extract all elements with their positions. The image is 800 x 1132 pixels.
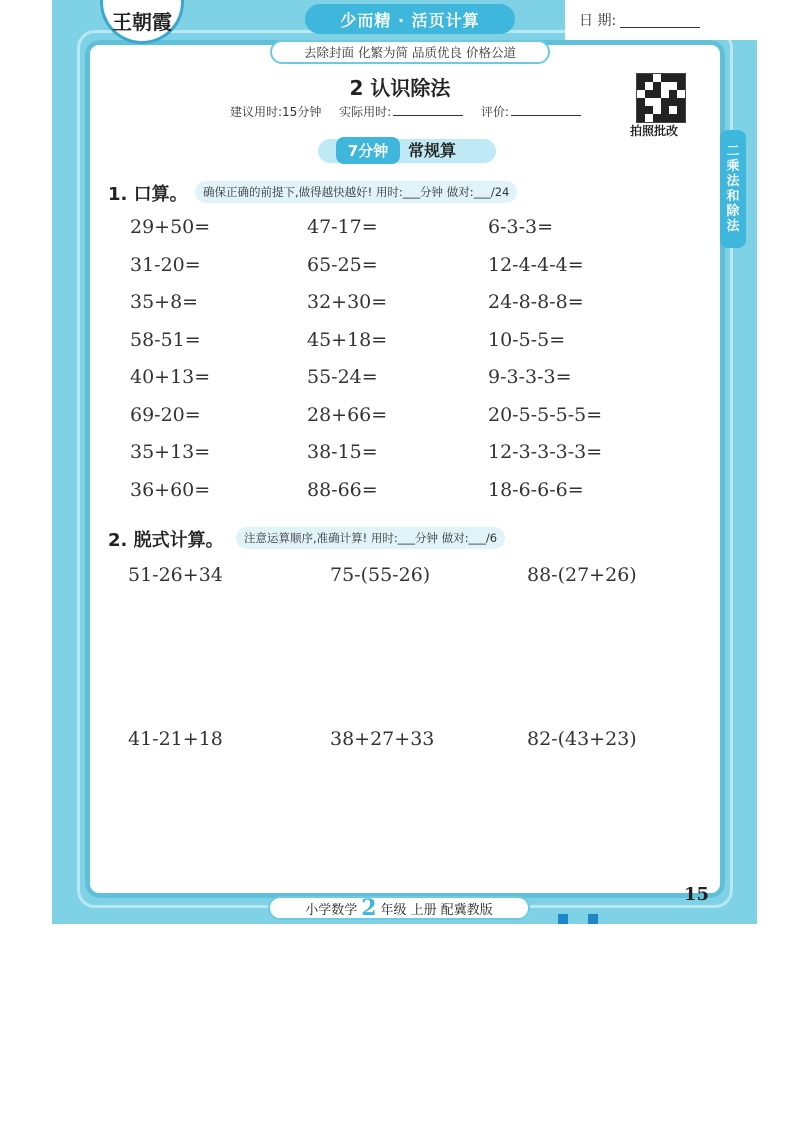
footer-subject: 小学数学: [305, 902, 358, 918]
oral-calc-item: 28+66=: [307, 403, 388, 426]
section-name: 常规算: [408, 141, 457, 160]
oral-calc-item: 9-3-3-3=: [488, 366, 572, 388]
side-tab-char: 法: [726, 219, 740, 234]
side-tab-char: 和: [726, 189, 740, 204]
oral-calc-item: 65-25=: [307, 253, 378, 276]
suggested-time: 建议用时:15分钟: [230, 105, 322, 119]
oral-calc-item: 45+18=: [307, 328, 388, 351]
chapter-side-tab: [720, 130, 746, 248]
side-tab-char: 乘: [726, 159, 740, 174]
question-1-title: 1. 口算。: [108, 184, 188, 205]
oral-calc-item: 88-66=: [307, 478, 378, 501]
actual-time-blank[interactable]: [393, 105, 463, 116]
oral-calc-item: 58-51=: [130, 328, 201, 351]
date-blank[interactable]: [620, 13, 700, 28]
oral-calc-item: 6-3-3=: [488, 216, 554, 238]
oral-calc-item: 31-20=: [130, 253, 201, 276]
oral-calc-item: 36+60=: [130, 478, 211, 501]
oral-calc-item: 24-8-8-8=: [488, 291, 584, 313]
oral-calc-item: 69-20=: [130, 403, 201, 426]
oral-calc-item: 55-24=: [307, 366, 378, 388]
side-tab-char: 除: [726, 204, 740, 219]
actual-time-label: 实际用时:: [339, 105, 392, 119]
footer-grade: 2: [361, 895, 377, 921]
page-title: 2 认识除法: [349, 76, 451, 100]
oral-calc-item: 18-6-6-6=: [488, 478, 584, 501]
print-mark: [588, 914, 598, 924]
evaluation-label: 评价:: [481, 105, 510, 119]
print-mark: [558, 914, 568, 924]
qr-code-icon[interactable]: [636, 73, 686, 123]
page-number: 15: [684, 884, 710, 905]
oral-calc-item: 32+30=: [307, 291, 388, 313]
series-banner: 少而精 · 活页计算: [305, 4, 515, 34]
calc-exercise: 75-(55-26): [330, 564, 431, 586]
footer-edition: 年级 上册 配冀教版: [380, 902, 493, 918]
book-footer: [268, 896, 530, 920]
oral-calc-item: 38-15=: [307, 441, 378, 463]
evaluation-blank[interactable]: [511, 105, 581, 116]
section-time-badge: 7分钟: [336, 137, 400, 164]
qr-label: 拍照批改: [630, 124, 679, 138]
calc-exercise: 41-21+18: [128, 728, 223, 750]
date-label: 日 期:: [579, 13, 617, 29]
date-field[interactable]: [565, 0, 757, 40]
oral-calc-item: 12-3-3-3-3=: [488, 441, 603, 463]
oral-calc-item: 20-5-5-5-5=: [488, 403, 603, 426]
question-2-note: 注意运算顺序,准确计算! 用时:___分钟 做对:___/6: [236, 527, 505, 549]
calc-exercise: 82-(43+23): [527, 728, 637, 750]
calc-exercise: 88-(27+26): [527, 564, 637, 586]
oral-calc-item: 40+13=: [130, 366, 211, 388]
oral-calc-item: 10-5-5=: [488, 328, 566, 351]
brand-logo: 王朝霞: [100, 0, 184, 44]
oral-calc-item: 35+8=: [130, 291, 199, 313]
worksheet-content-area: [85, 40, 725, 898]
side-tab-char: 法: [726, 174, 740, 189]
slogan: 去除封面 化繁为简 品质优良 价格公道: [270, 40, 550, 64]
oral-calc-item: 12-4-4-4=: [488, 253, 584, 276]
oral-calc-item: 47-17=: [307, 216, 378, 238]
oral-calc-item: 29+50=: [130, 216, 211, 238]
side-tab-char: 二: [726, 144, 740, 159]
question-1-note: 确保正确的前提下,做得越快越好! 用时:___分钟 做对:___/24: [195, 181, 517, 203]
question-2-title: 2. 脱式计算。: [108, 530, 224, 551]
calc-exercise: 51-26+34: [128, 564, 223, 586]
calc-exercise: 38+27+33: [330, 728, 435, 750]
oral-calc-item: 35+13=: [130, 441, 211, 463]
lesson-meta: [230, 103, 595, 120]
